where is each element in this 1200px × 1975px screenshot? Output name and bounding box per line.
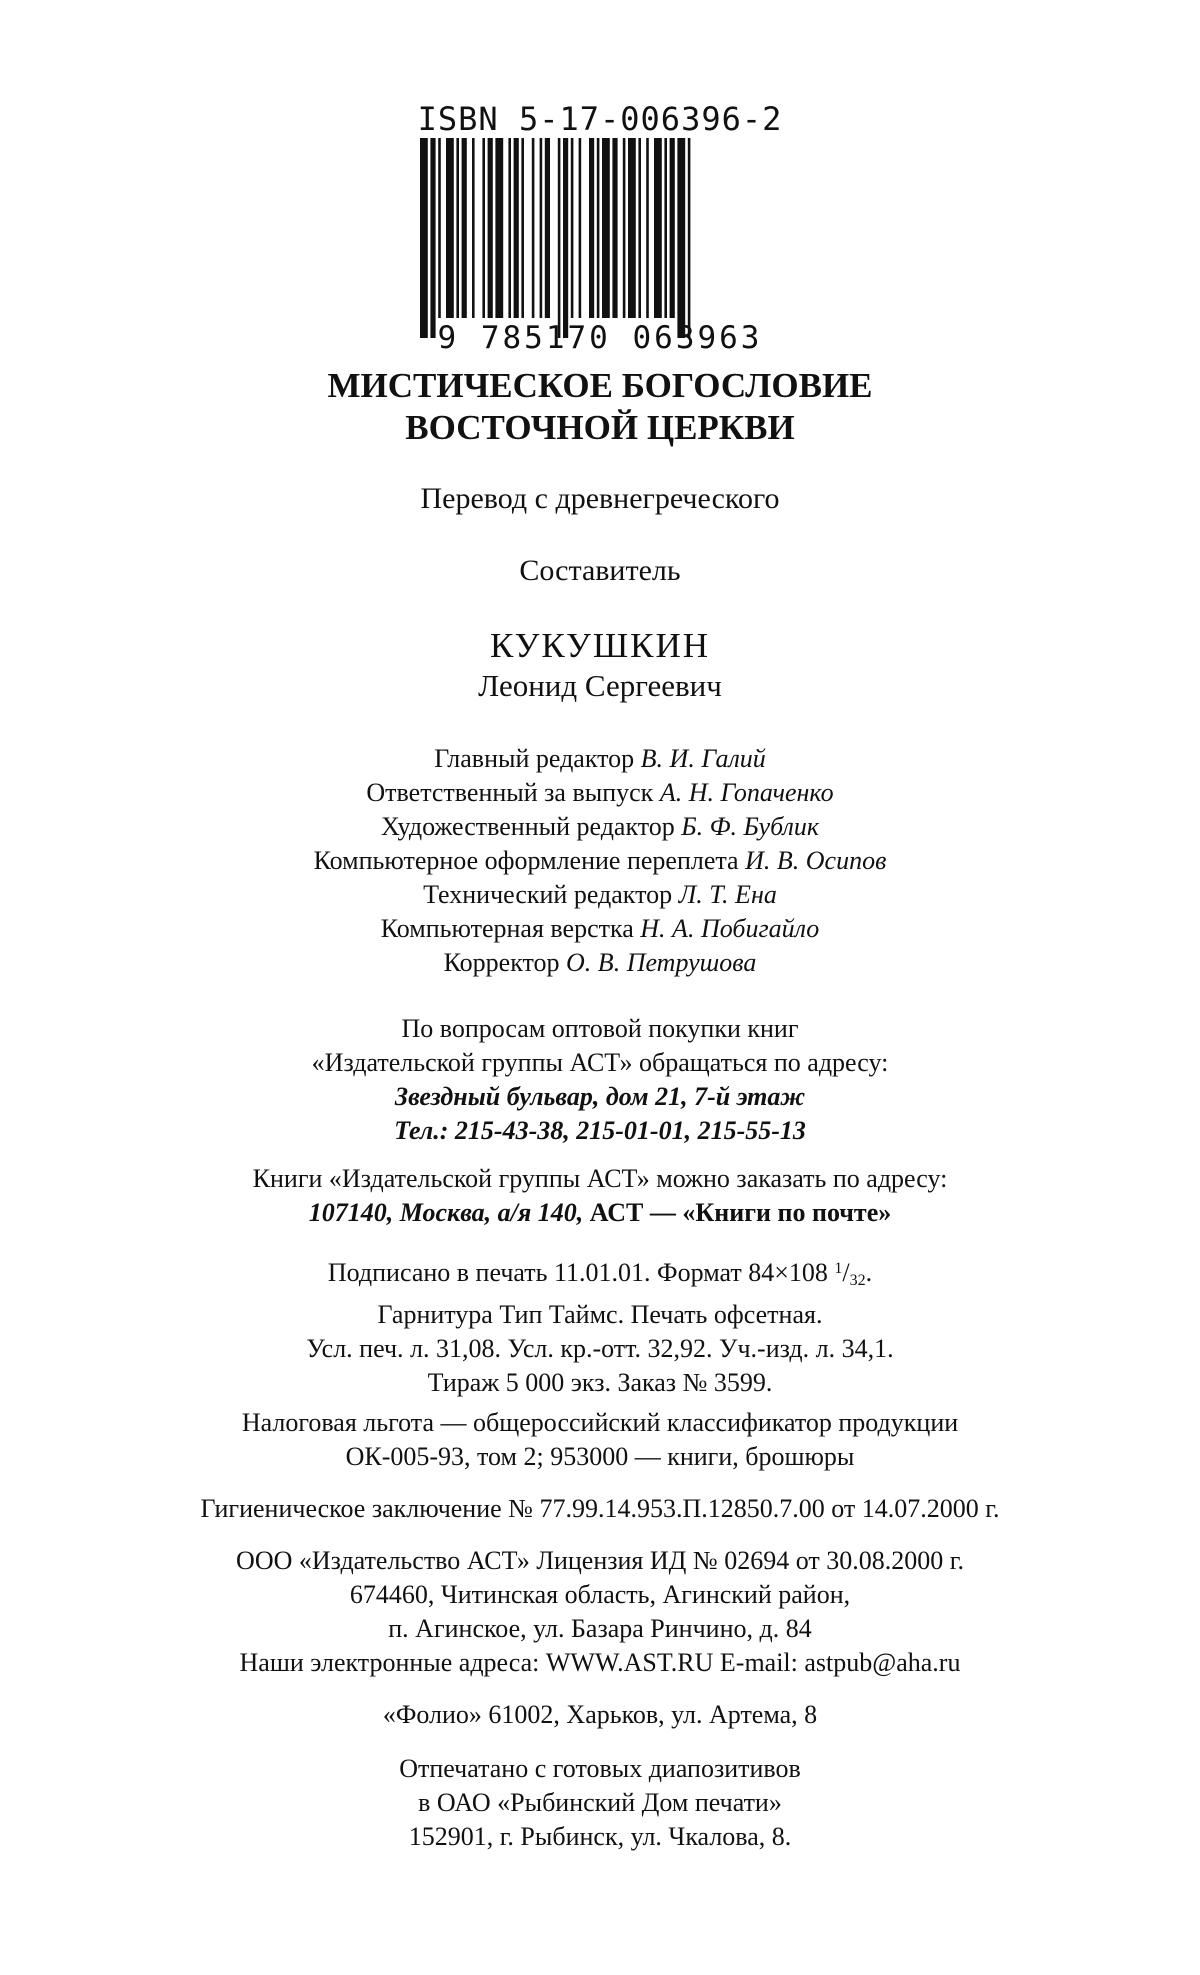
barcode-bar	[482, 138, 485, 318]
barcode-bar	[488, 138, 493, 318]
license-info	[0, 1544, 1200, 1680]
barcode-bar	[508, 138, 511, 318]
book-title-line-1: МИСТИЧЕСКОЕ БОГОСЛОВИЕ	[327, 366, 873, 405]
license-line: 674460, Читинская область, Агинский район,	[349, 1580, 851, 1609]
mail-order-info	[0, 1162, 1200, 1230]
barcode-bar	[558, 138, 561, 338]
barcode-bar	[563, 138, 568, 338]
barcode-bar	[623, 138, 626, 318]
wholesale-line: «Издательской группы АСТ» обращаться по адресу:	[311, 1048, 889, 1077]
barcode-bar	[589, 138, 594, 318]
book-title	[0, 365, 1200, 449]
printer-line: Отпечатано с готовых диапозитивов	[399, 1754, 801, 1783]
tax-line: Налоговая льгота — общероссийский классификатор продукции	[241, 1408, 959, 1437]
barcode-bar	[495, 138, 503, 318]
barcode-bar	[462, 138, 467, 318]
tax-info	[0, 1406, 1200, 1474]
barcode-bar	[646, 138, 649, 318]
staff-row: Главный редактор В. И. Галий	[434, 744, 766, 773]
wholesale-phones: Тел.: 215-43-38, 215-01-01, 215-55-13	[394, 1116, 806, 1145]
print-format-line: Подписано в печать 11.01.01. Формат 84×108 $^1/_{32}$.	[327, 1258, 873, 1289]
folio-address: «Фолио» 61002, Харьков, ул. Артема, 8	[382, 1700, 818, 1729]
wholesale-address: Звездный бульвар, дом 21, 7-й этаж	[394, 1082, 806, 1111]
barcode-bar	[521, 138, 524, 318]
print-spec-line: Тираж 5 000 экз. Заказ № 3599.	[427, 1368, 773, 1397]
barcode-bar	[532, 138, 535, 318]
license-line: Наши электронные адреса: WWW.AST.RU E-mail: astpub@aha.ru	[239, 1648, 961, 1677]
barcode-digits: 9 785170 063963	[437, 320, 763, 356]
staff-credits	[0, 742, 1200, 980]
author-last-name: КУКУШКИН	[489, 626, 711, 665]
barcode-bar	[602, 138, 610, 318]
tax-line: ОК-005-93, том 2; 953000 — книги, брошюры	[345, 1442, 855, 1471]
barcode-bar	[420, 138, 428, 338]
barcode-bar	[571, 138, 574, 318]
barcode-bar	[438, 138, 441, 318]
barcode-bar	[579, 138, 582, 318]
staff-row: Компьютерная верстка Н. А. Побигайло	[380, 914, 820, 943]
barcode-bar	[677, 138, 685, 338]
barcode-bar	[638, 138, 641, 318]
wholesale-info	[0, 1012, 1200, 1148]
print-spec-line: Усл. печ. л. 31,08. Усл. кр.-отт. 32,92. Уч.-изд. л. 34,1.	[306, 1334, 894, 1363]
barcode-bar	[670, 138, 675, 318]
staff-row: Художественный редактор Б. Ф. Бублик	[380, 812, 820, 841]
barcode-bar	[688, 138, 691, 338]
barcode-bar	[597, 138, 600, 318]
license-line: п. Агинское, ул. Базара Ринчино, д. 84	[388, 1614, 812, 1643]
mail-order-line: Книги «Издательской группы АСТ» можно заказать по адресу:	[252, 1164, 948, 1193]
printer-line: 152901, г. Рыбинск, ул. Чкалова, 8.	[408, 1822, 792, 1851]
staff-row: Ответственный за выпуск А. Н. Гопаченко	[366, 778, 834, 807]
print-specs	[0, 1252, 1200, 1400]
barcode-bar	[664, 138, 667, 318]
license-line: ООО «Издательство АСТ» Лицензия ИД № 02694 от 30.08.2000 г.	[236, 1546, 964, 1575]
printer-line: в ОАО «Рыбинский Дом печати»	[418, 1788, 782, 1817]
barcode-bar	[540, 138, 543, 318]
compiler-label: Составитель	[519, 554, 681, 587]
barcode-bar	[628, 138, 636, 318]
barcode-bar	[514, 138, 519, 318]
wholesale-line: По вопросам оптовой покупки книг	[401, 1014, 799, 1043]
author-first-names: Леонид Сергеевич	[478, 668, 722, 703]
barcode-bar	[456, 138, 459, 318]
barcode-bar	[472, 138, 475, 318]
printer-info	[0, 1752, 1200, 1854]
barcode-bar	[545, 138, 550, 318]
mail-order-address: 107140, Москва, а/я 140, АСТ — «Книги по почте»	[308, 1198, 892, 1227]
barcode-bar	[446, 138, 454, 318]
staff-row: Компьютерное оформление переплета И. В. Осипов	[313, 846, 887, 875]
isbn-label: ISBN 5-17-006396-2	[417, 100, 783, 138]
barcode-bar	[612, 138, 617, 318]
barcode-bar	[654, 138, 662, 318]
barcode	[420, 138, 780, 338]
hygiene-certificate: Гигиеническое заключение № 77.99.14.953.П.12850.7.00 от 14.07.2000 г.	[200, 1494, 1000, 1523]
staff-row: Технический редактор Л. Т. Ена	[423, 880, 777, 909]
staff-row: Корректор О. В. Петрушова	[443, 948, 757, 977]
translation-note: Перевод с древнегреческого	[420, 482, 780, 515]
barcode-bar	[430, 138, 435, 338]
book-title-line-2: ВОСТОЧНОЙ ЦЕРКВИ	[405, 408, 795, 447]
print-spec-line: Гарнитура Тип Таймс. Печать офсетная.	[377, 1300, 823, 1329]
